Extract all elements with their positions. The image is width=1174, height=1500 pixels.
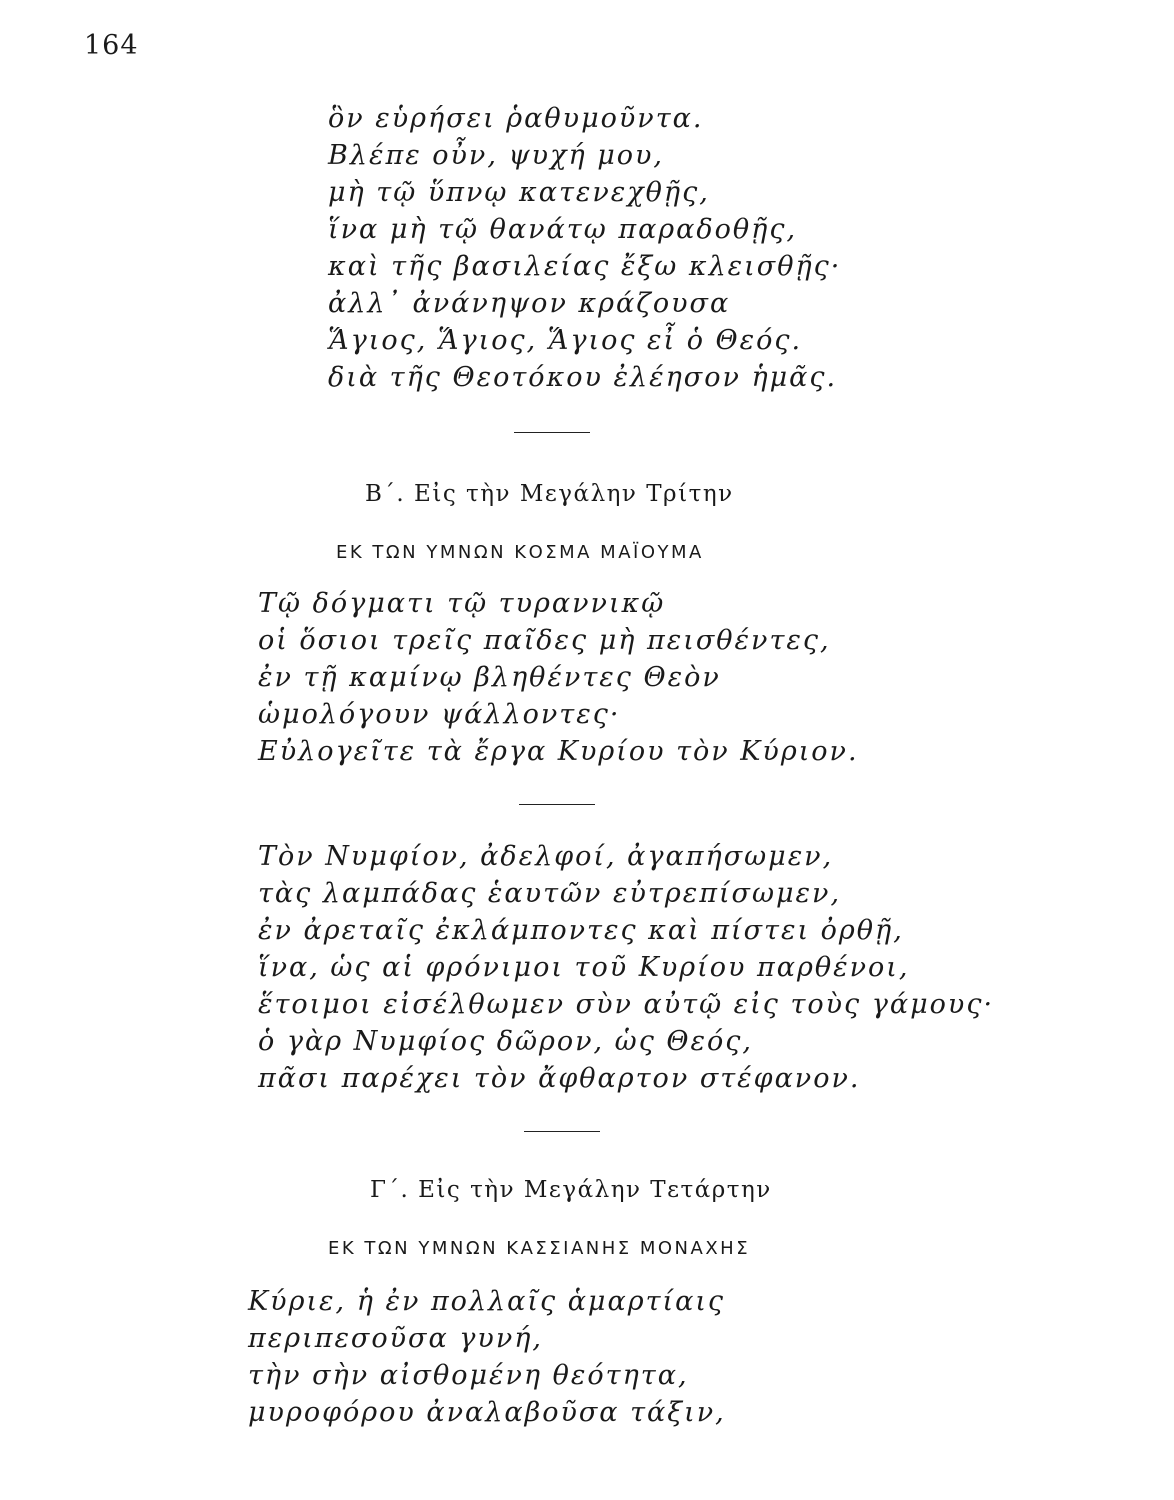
section-b-stanza-2 bbox=[258, 838, 994, 1097]
verse-line: τὰς λαμπάδας ἑαυτῶν εὐτρεπίσωμεν, bbox=[258, 878, 842, 909]
verse-line: Κύριε, ἡ ἐν πολλαῖς ἁμαρτίαις bbox=[248, 1286, 726, 1317]
verse-line: ἐν ἀρεταῖς ἐκλάμποντες καὶ πίστει ὀρθῇ, bbox=[258, 915, 904, 946]
page-number: 164 bbox=[84, 30, 139, 61]
verse-line: Ἅγιος, Ἅγιος, Ἅγιος εἶ ὁ Θεός. bbox=[328, 325, 803, 356]
verse-line: τὴν σὴν αἰσθομένη θεότητα, bbox=[248, 1360, 689, 1391]
stanza-divider bbox=[519, 804, 595, 805]
verse-line: ἕτοιμοι εἰσέλθωμεν σὺν αὐτῷ εἰς τοὺς γάμους· bbox=[258, 989, 995, 1020]
verse-line: ὡμολόγουν ψάλλοντες· bbox=[258, 699, 621, 730]
verse-line: Εὐλογεῖτε τὰ ἔργα Κυρίου τὸν Κύριον. bbox=[258, 736, 859, 767]
verse-line: μὴ τῷ ὕπνῳ κατενεχθῇς, bbox=[328, 177, 710, 208]
stanza-continuation bbox=[328, 100, 841, 396]
verse-line: ἀλλ᾿ ἀνάνηψον κράζουσα bbox=[328, 288, 731, 319]
verse-line: περιπεσοῦσα γυνή, bbox=[248, 1323, 543, 1354]
verse-line: Τῷ δόγματι τῷ τυραννικῷ bbox=[258, 588, 666, 619]
verse-line: διὰ τῆς Θεοτόκου ἐλέησον ἡμᾶς. bbox=[328, 362, 838, 393]
verse-line: ἵνα μὴ τῷ θανάτῳ παραδοθῇς, bbox=[328, 214, 798, 245]
section-b-heading: Β΄. Εἰς τὴν Μεγάλην Τρίτην bbox=[365, 481, 734, 507]
section-divider bbox=[524, 1131, 600, 1132]
section-b-subheading: ΕΚ ΤΩΝ ΥΜΝΩΝ ΚΟΣΜΑ ΜΑΪΟΥΜΑ bbox=[336, 542, 704, 563]
section-b-stanza-1 bbox=[258, 585, 859, 770]
verse-line: Τὸν Νυμφίον, ἀδελφοί, ἀγαπήσωμεν, bbox=[258, 841, 834, 872]
verse-line: οἱ ὅσιοι τρεῖς παῖδες μὴ πεισθέντες, bbox=[258, 625, 831, 656]
section-c-subheading: ΕΚ ΤΩΝ ΥΜΝΩΝ ΚΑΣΣΙΑΝΗΣ ΜΟΝΑΧΗΣ bbox=[328, 1238, 751, 1259]
verse-line: ὁ γὰρ Νυμφίος δῶρον, ὡς Θεός, bbox=[258, 1026, 753, 1057]
verse-line: ὃν εὑρήσει ῥαθυμοῦντα. bbox=[328, 103, 704, 134]
verse-line: ἐν τῇ καμίνῳ βληθέντες Θεὸν bbox=[258, 662, 721, 693]
verse-line: καὶ τῆς βασιλείας ἔξω κλεισθῇς· bbox=[328, 251, 842, 282]
verse-line: ἵνα, ὡς αἱ φρόνιμοι τοῦ Κυρίου παρθένοι, bbox=[258, 952, 910, 983]
verse-line: μυροφόρου ἀναλαβοῦσα τάξιν, bbox=[248, 1397, 726, 1428]
section-c-heading: Γ΄. Εἰς τὴν Μεγάλην Τετάρτην bbox=[370, 1177, 772, 1203]
verse-line: Βλέπε οὖν, ψυχή μου, bbox=[328, 140, 665, 171]
section-c-stanza-1 bbox=[248, 1283, 726, 1431]
section-divider bbox=[514, 432, 590, 433]
verse-line: πᾶσι παρέχει τὸν ἄφθαρτον στέφανον. bbox=[258, 1063, 861, 1094]
